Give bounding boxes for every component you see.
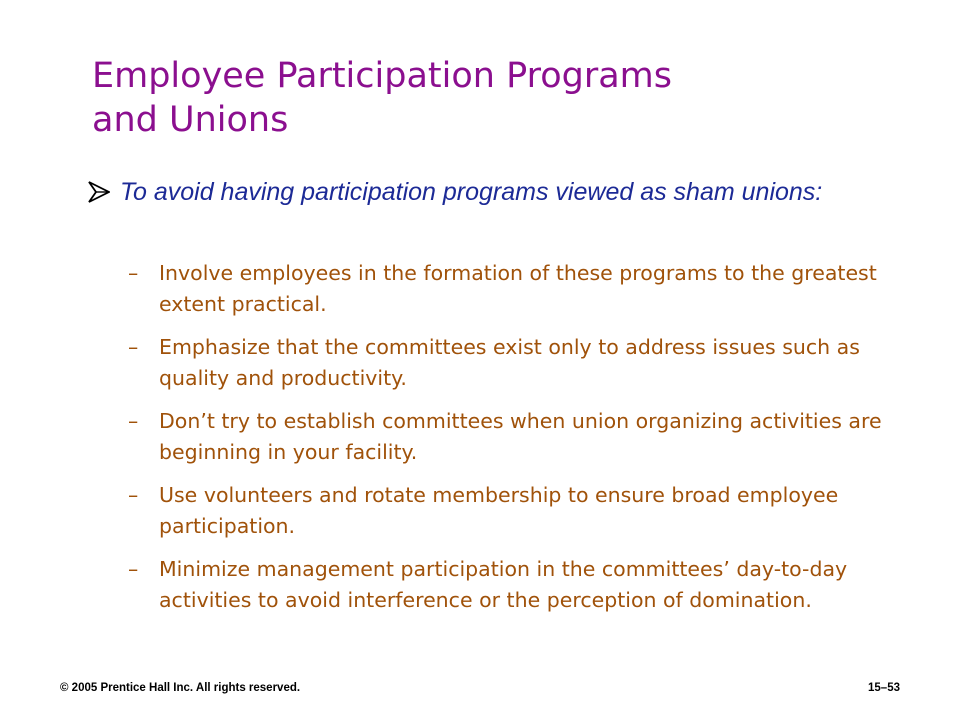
sub-bullet-text: Don’t try to establish committees when union organizing activities are beginning in your facility. <box>159 409 882 464</box>
dash-bullet-icon: – <box>128 409 139 433</box>
slide-title-line-1: Employee Participation Programs <box>92 56 672 96</box>
dash-bullet-icon: – <box>128 483 139 507</box>
sub-bullet-list <box>128 258 888 628</box>
footer-page-number: 15–53 <box>868 682 900 694</box>
sub-bullet-text: Minimize management participation in the committees’ day-to-day activities to avoid interference or the perception of domination. <box>159 557 848 612</box>
arrow-bullet-icon <box>88 181 110 203</box>
dash-bullet-icon: – <box>128 557 139 581</box>
footer-copyright: © 2005 Prentice Hall Inc. All rights reserved. <box>60 682 301 694</box>
sub-bullet-item <box>128 332 888 394</box>
sub-bullet-item <box>128 406 888 468</box>
main-bullet-text: To avoid having participation programs viewed as sham unions: <box>120 178 823 206</box>
slide-title <box>92 54 892 142</box>
dash-bullet-icon: – <box>128 335 139 359</box>
sub-bullet-item <box>128 554 888 616</box>
sub-bullet-item <box>128 258 888 320</box>
sub-bullet-text: Involve employees in the formation of these programs to the greatest extent practical. <box>159 261 877 316</box>
slide-title-line-2: and Unions <box>92 100 289 140</box>
main-bullet <box>88 175 848 209</box>
sub-bullet-text: Use volunteers and rotate membership to ensure broad employee participation. <box>159 483 839 538</box>
sub-bullet-text: Emphasize that the committees exist only to address issues such as quality and productivity. <box>159 335 860 390</box>
sub-bullet-item <box>128 480 888 542</box>
dash-bullet-icon: – <box>128 261 139 285</box>
